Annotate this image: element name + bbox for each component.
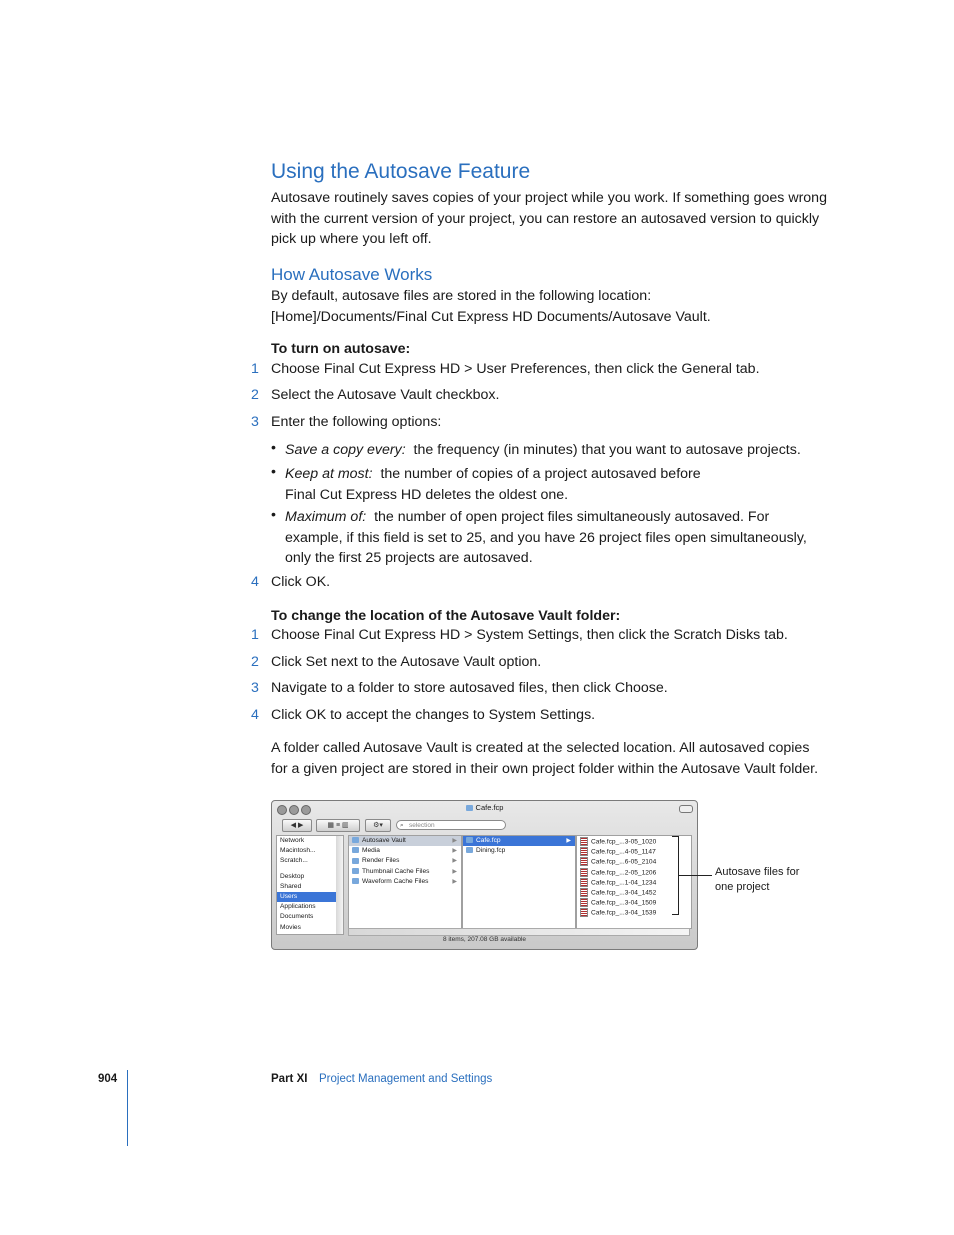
back-forward-button[interactable]: ◀ ▶ [282,819,312,832]
option-term: Keep at most: [285,466,373,482]
step-number: 2 [251,387,259,403]
autosave-file[interactable]: Cafe.fcp_...1-04_1234 [577,878,691,888]
fcp-file-icon [580,868,588,877]
column-item[interactable]: Dining.fcp [463,846,575,856]
folder-icon [352,858,359,864]
finder-column-1 [348,835,462,929]
autosave-file[interactable]: Cafe.fcp_...2-05_1206 [577,868,691,878]
finder-column-2 [462,835,576,929]
section-heading: How Autosave Works [271,265,433,284]
sidebar-item[interactable]: Macintosh... [280,847,316,855]
sidebar-scrollbar[interactable] [336,836,343,934]
footer-part: Part XI [271,1073,308,1085]
finder-sidebar [276,835,344,935]
autosave-file[interactable]: Cafe.fcp_...3-05_1020 [577,837,691,847]
column-item[interactable]: Render Files ▶ [349,856,461,866]
change-heading: To change the location of the Autosave Vault folder: [271,608,621,624]
step-number: 4 [251,574,259,590]
autosave-file[interactable]: Cafe.fcp_...3-04_1452 [577,888,691,898]
step-text: Click Set next to the Autosave Vault option. [271,654,542,670]
sidebar-item[interactable]: Movies [280,923,301,931]
step-text: Click OK to accept the changes to System Settings. [271,707,596,723]
fcp-file-icon [580,888,588,897]
sidebar-item[interactable]: Desktop [280,872,305,880]
location-path: [Home]/Documents/Final Cut Express HD Documents/Autosave Vault. [271,309,711,325]
column-item[interactable]: Waveform Cache Files ▶ [349,877,461,887]
option-term: Save a copy every: [285,442,406,458]
sidebar-item[interactable]: Documents [280,913,314,921]
step-text: Choose Final Cut Express HD > User Preferences, then click the General tab. [271,361,760,377]
sidebar-item[interactable]: Scratch... [280,857,308,865]
action-gear-button[interactable]: ⚙▾ [365,819,391,832]
window-title: Cafe.fcp [272,803,697,812]
step-text: Navigate to a folder to store autosaved files, then click Choose. [271,680,668,696]
callout-bracket [672,836,679,915]
step-text: Click OK. [271,574,331,590]
folder-icon [352,847,359,853]
sidebar-item[interactable]: Applications [280,903,316,911]
page-title: Using the Autosave Feature [271,160,531,183]
search-icon: ⌕ [400,822,404,829]
fcp-file-icon [580,898,588,907]
folder-icon [352,837,359,843]
intro-paragraph: Autosave routinely saves copies of your project while you work. If something goes wrong with the current version of your project, you can restore an autosaved version to quickly pick up where you left off. [271,190,827,247]
bullet: • [271,464,276,480]
step-number: 2 [251,654,259,670]
option-text-continued: Final Cut Express HD deletes the oldest one. [285,486,569,503]
folder-icon [352,878,359,884]
search-field[interactable]: ⌕ selection [396,820,506,830]
sidebar-item[interactable]: Network [280,837,305,844]
option-text: the frequency (in minutes) that you want to autosave projects. [413,442,801,458]
bullet: • [271,440,276,456]
view-mode-buttons[interactable]: ▦ ≡ ▥ [316,819,360,832]
step-text: Enter the following options: [271,414,442,430]
figure-callout: Autosave files for one project [715,866,800,893]
autosave-file[interactable]: Cafe.fcp_...3-04_1509 [577,898,691,908]
footer-rule [127,1070,128,1146]
callout-leader-line [679,875,712,876]
option-text: the number of copies of a project autosaved before [380,466,701,482]
autosave-file[interactable]: Cafe.fcp_...6-05_2104 [577,857,691,867]
column-item[interactable]: Autosave Vault ▶ [349,836,461,846]
finder-window-figure [271,800,698,950]
column-item-selected[interactable]: Cafe.fcp ▶ [463,836,575,846]
option-item [285,507,820,569]
folder-icon [466,805,473,811]
autosave-file[interactable]: Cafe.fcp_...3-04_1539 [577,908,691,918]
option-term: Maximum of: [285,509,367,525]
step-number: 3 [251,414,259,430]
fcp-file-icon [580,837,588,846]
sidebar-item[interactable]: Shared [280,882,302,890]
horizontal-scrollbar[interactable] [348,928,690,936]
fcp-file-icon [580,847,588,856]
folder-icon [352,868,359,874]
option-item [285,440,825,461]
step-text: Select the Autosave Vault checkbox. [271,387,500,403]
folder-icon [466,837,473,843]
bullet: • [271,507,276,523]
step-number: 3 [251,680,259,696]
step-text: Choose Final Cut Express HD > System Settings, then click the Scratch Disks tab. [271,627,788,643]
sidebar-item-selected[interactable]: Users [277,892,343,902]
toolbar-toggle-button[interactable] [679,805,693,813]
fcp-file-icon [580,878,588,887]
option-item [285,464,825,505]
turn-on-heading: To turn on autosave: [271,341,411,357]
column-item[interactable]: Thumbnail Cache Files ▶ [349,867,461,877]
step-number: 1 [251,627,259,643]
location-text: By default, autosave files are stored in the following location: [271,288,652,304]
fcp-file-icon [580,908,588,917]
footer-section: Project Management and Settings [319,1073,493,1085]
page-number: 904 [98,1073,118,1085]
folder-icon [466,847,473,853]
column-item[interactable]: Media ▶ [349,846,461,856]
fcp-file-icon [580,857,588,866]
option-text: the number of open project files simultaneously autosaved. For example, if this field is set to 25, and you have 26 project files open simultaneously, only the first 25 projects are autosaved. [285,509,807,566]
finder-status-bar: 8 items, 207.08 GB available [442,936,527,943]
step-number: 1 [251,361,259,377]
step-number: 4 [251,707,259,723]
autosave-file[interactable]: Cafe.fcp_...4-05_1147 [577,847,691,857]
closing-paragraph: A folder called Autosave Vault is created at the selected location. All autosaved copies for a given project are stored in their own project folder within the Autosave Vault folder. [271,740,819,777]
